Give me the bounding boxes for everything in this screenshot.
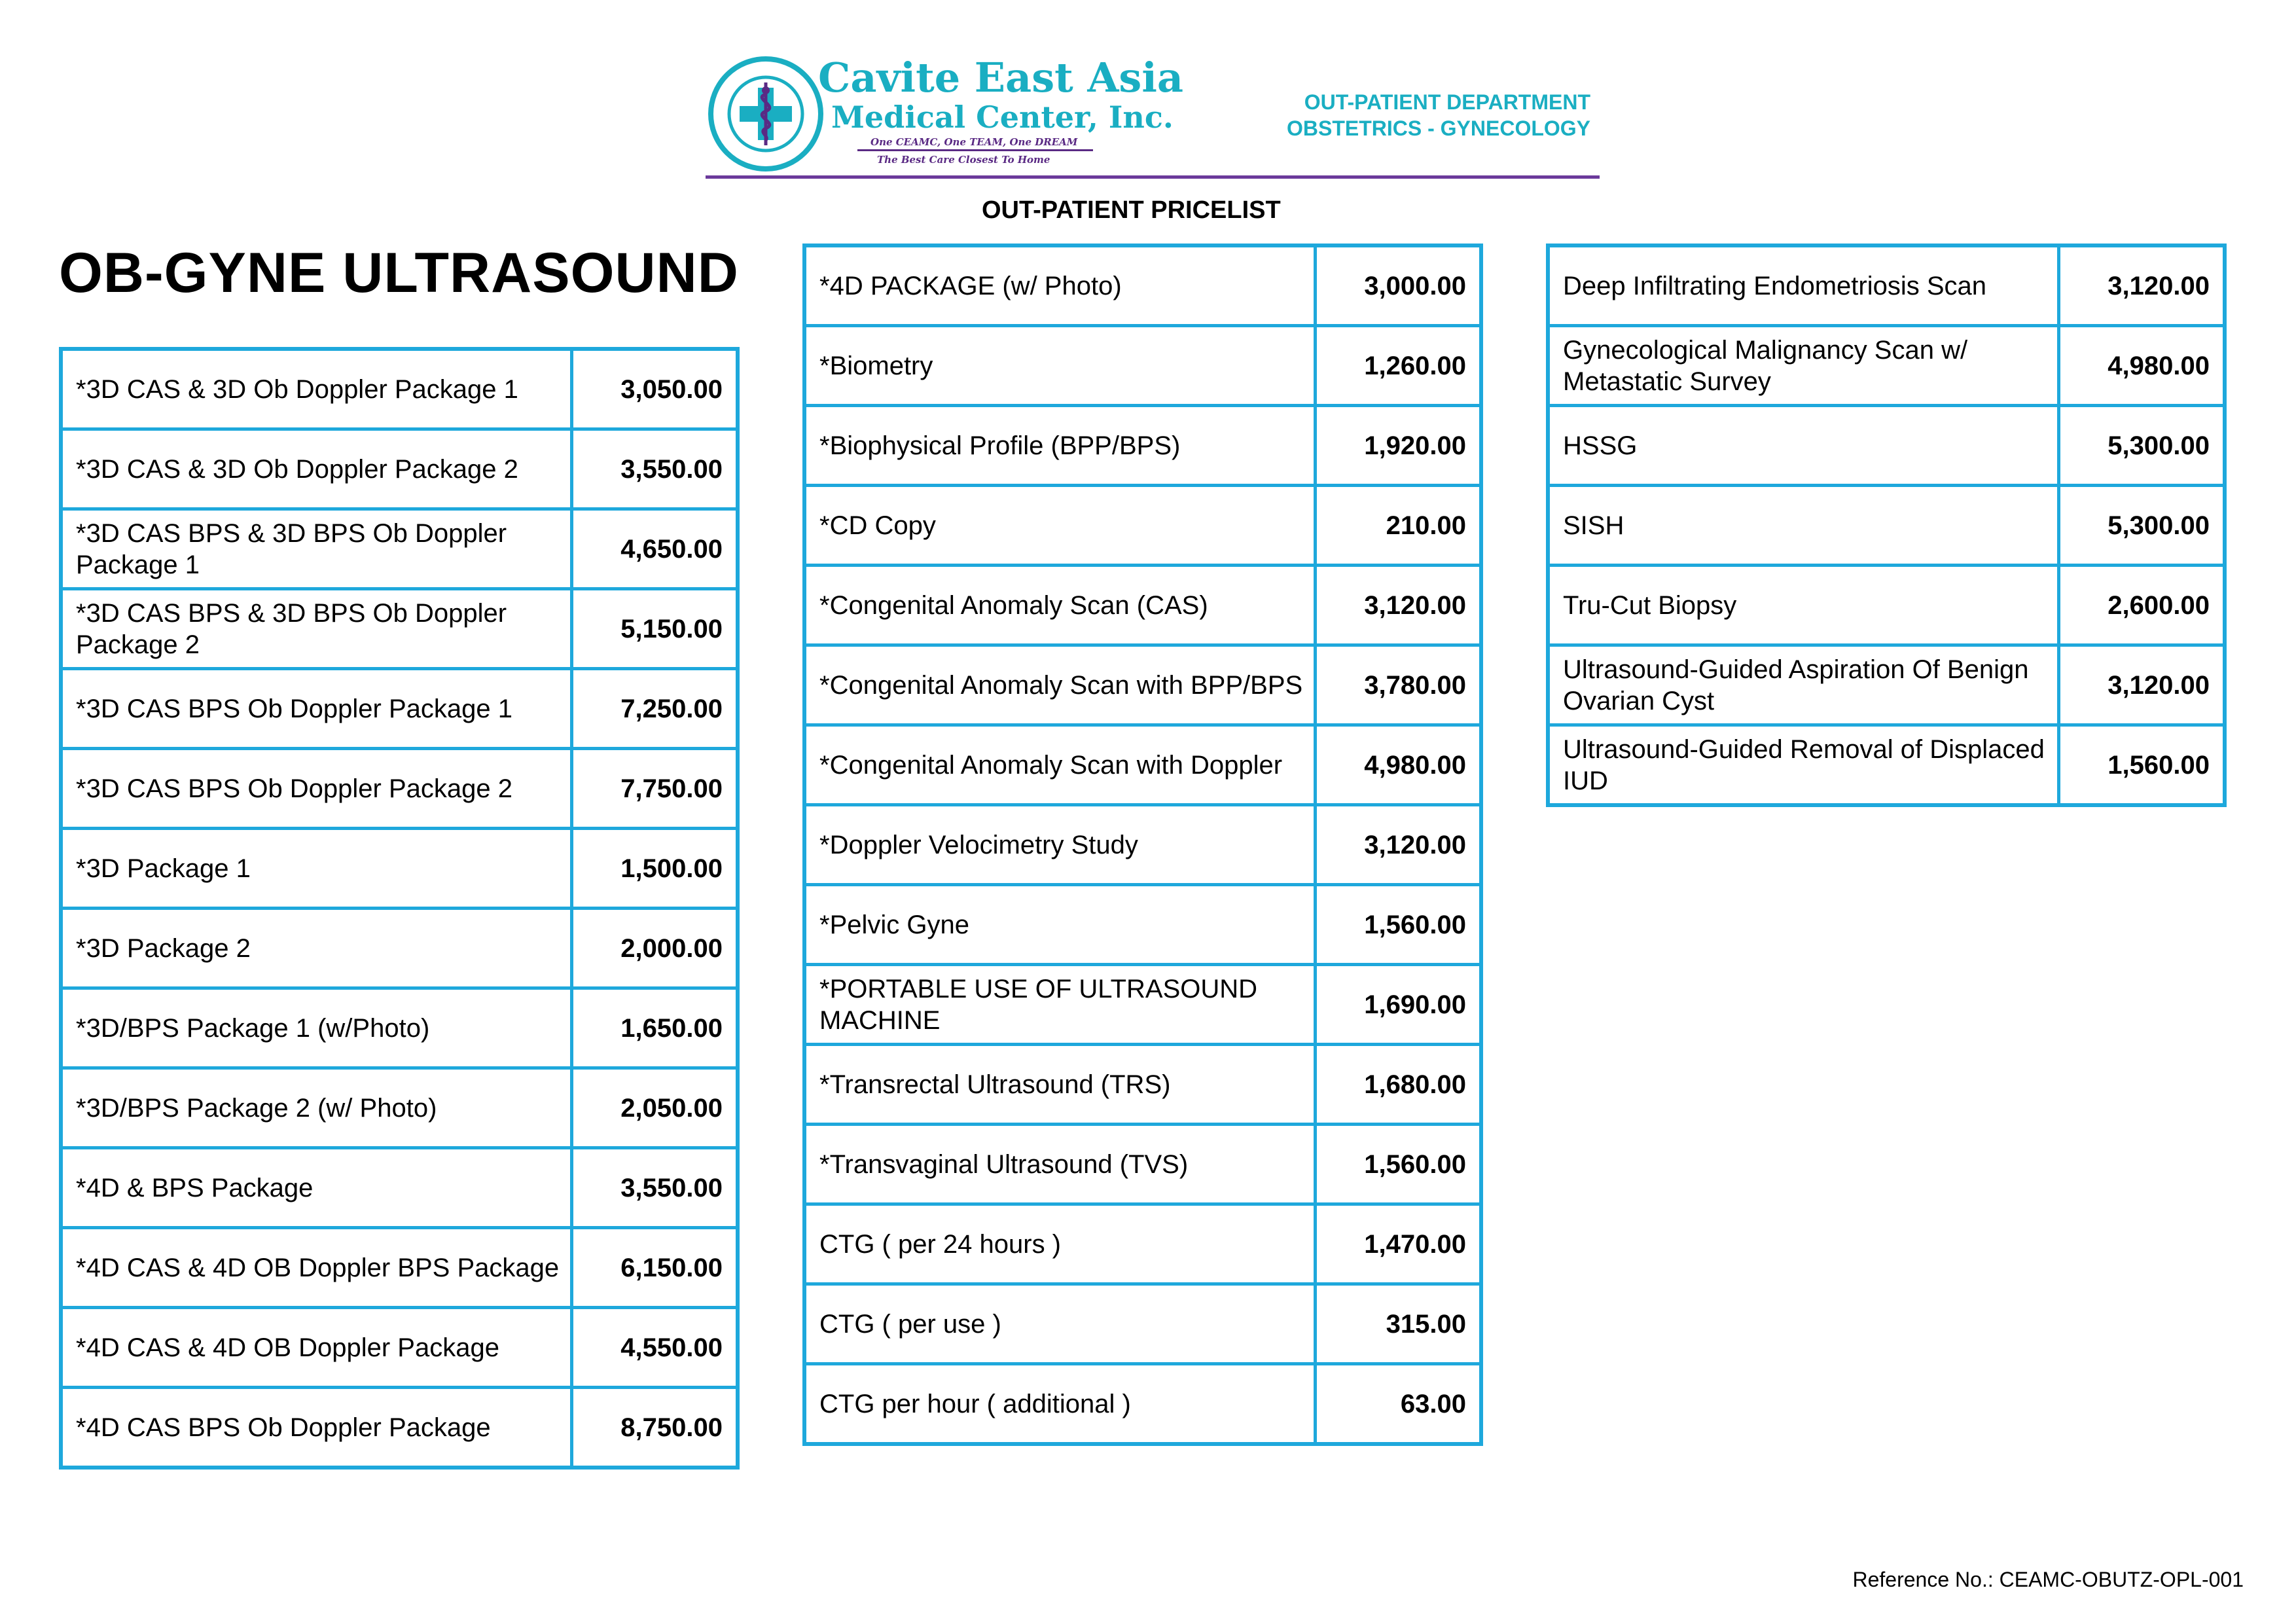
table-row [804,406,1481,486]
service-name: *Pelvic Gyne [804,885,1316,965]
table-row [61,1068,738,1148]
service-name: *CD Copy [804,486,1316,566]
service-name: *3D CAS & 3D Ob Doppler Package 1 [61,349,572,429]
service-name: *3D/BPS Package 1 (w/Photo) [61,988,572,1068]
service-price: 7,750.00 [572,749,738,829]
service-price: 3,550.00 [572,429,738,509]
service-name: HSSG [1548,406,2059,486]
service-price: 1,920.00 [1316,406,1482,486]
hospital-logo [707,54,1184,173]
table-row [804,885,1481,965]
service-name: *3D CAS BPS Ob Doppler Package 2 [61,749,572,829]
service-price: 4,650.00 [572,509,738,589]
service-price: 1,560.00 [2059,725,2225,806]
table-row [1548,566,2225,645]
table-row [1548,406,2225,486]
table-row [61,509,738,589]
tagline-one: One CEAMC, One TEAM, One DREAM [870,136,1078,148]
department-label [1283,89,1590,141]
table-row [1548,245,2225,326]
hospital-seal-icon [707,55,825,173]
service-price: 1,260.00 [1316,326,1482,406]
service-name: *Transvaginal Ultrasound (TVS) [804,1125,1316,1204]
table-row [804,1364,1481,1445]
table-row [804,965,1481,1045]
pricelist-title: OUT-PATIENT PRICELIST [982,196,1281,224]
service-name: *4D CAS & 4D OB Doppler Package [61,1308,572,1388]
table-row [61,349,738,429]
service-price: 2,600.00 [2059,566,2225,645]
service-price: 6,150.00 [572,1228,738,1308]
service-name: *Doppler Velocimetry Study [804,805,1316,885]
service-price: 7,250.00 [572,669,738,749]
service-name: Gynecological Malignancy Scan w/ Metastatic Survey [1548,326,2059,406]
service-name: *3D CAS & 3D Ob Doppler Package 2 [61,429,572,509]
price-table-right [1546,244,2227,807]
table-row [1548,486,2225,566]
service-name: *3D CAS BPS & 3D BPS Ob Doppler Package 2 [61,589,572,669]
service-price: 1,690.00 [1316,965,1482,1045]
table-row [61,589,738,669]
brand-subtitle: Medical Center, Inc. [831,99,1174,135]
service-name: *3D Package 1 [61,829,572,909]
service-name: Deep Infiltrating Endometriosis Scan [1548,245,2059,326]
service-price: 3,120.00 [2059,245,2225,326]
service-name: *3D/BPS Package 2 (w/ Photo) [61,1068,572,1148]
brand-name: Cavite East Asia [818,54,1184,101]
service-name: *3D Package 2 [61,909,572,988]
table-row [804,245,1481,326]
service-price: 2,000.00 [572,909,738,988]
header-divider [706,175,1600,179]
service-price: 1,500.00 [572,829,738,909]
service-name: *PORTABLE USE OF ULTRASOUND MACHINE [804,965,1316,1045]
table-row [804,1204,1481,1284]
service-price: 4,550.00 [572,1308,738,1388]
service-price: 3,050.00 [572,349,738,429]
service-price: 3,780.00 [1316,645,1482,725]
price-table-middle [802,244,1483,1446]
service-price: 1,560.00 [1316,885,1482,965]
table-row [804,566,1481,645]
service-name: Ultrasound-Guided Aspiration Of Benign Ovarian Cyst [1548,645,2059,725]
service-price: 3,120.00 [1316,566,1482,645]
service-name: *Biometry [804,326,1316,406]
service-name: *4D CAS & 4D OB Doppler BPS Package [61,1228,572,1308]
service-price: 3,120.00 [2059,645,2225,725]
table-row [61,1388,738,1468]
service-price: 5,300.00 [2059,406,2225,486]
table-row [1548,326,2225,406]
service-price: 63.00 [1316,1364,1482,1445]
tagline-two: The Best Care Closest To Home [877,154,1050,166]
service-name: *3D CAS BPS Ob Doppler Package 1 [61,669,572,749]
service-price: 2,050.00 [572,1068,738,1148]
service-name: CTG per hour ( additional ) [804,1364,1316,1445]
table-row [61,1228,738,1308]
service-price: 1,650.00 [572,988,738,1068]
service-price: 4,980.00 [1316,725,1482,805]
service-price: 3,120.00 [1316,805,1482,885]
service-name: *4D PACKAGE (w/ Photo) [804,245,1316,326]
table-row [61,909,738,988]
service-price: 4,980.00 [2059,326,2225,406]
table-row [61,988,738,1068]
table-row [61,749,738,829]
table-row [1548,645,2225,725]
service-name: Tru-Cut Biopsy [1548,566,2059,645]
service-name: *4D & BPS Package [61,1148,572,1228]
service-name: *Congenital Anomaly Scan with BPP/BPS [804,645,1316,725]
service-price: 5,300.00 [2059,486,2225,566]
table-row [804,1045,1481,1125]
service-name: *Biophysical Profile (BPP/BPS) [804,406,1316,486]
service-price: 1,560.00 [1316,1125,1482,1204]
table-row [804,805,1481,885]
table-row [1548,725,2225,806]
table-row [804,1284,1481,1364]
service-name: *Congenital Anomaly Scan with Doppler [804,725,1316,805]
department-line-1: OUT-PATIENT DEPARTMENT [1304,90,1590,114]
table-row [61,429,738,509]
table-row [61,1148,738,1228]
service-name: *Congenital Anomaly Scan (CAS) [804,566,1316,645]
table-row [61,829,738,909]
service-name: *Transrectal Ultrasound (TRS) [804,1045,1316,1125]
table-row [61,669,738,749]
service-name: Ultrasound-Guided Removal of Displaced IUD [1548,725,2059,806]
service-price: 315.00 [1316,1284,1482,1364]
service-price: 210.00 [1316,486,1482,566]
service-name: CTG ( per use ) [804,1284,1316,1364]
service-price: 1,680.00 [1316,1045,1482,1125]
page-title: OB-GYNE ULTRASOUND [59,242,739,304]
service-price: 1,470.00 [1316,1204,1482,1284]
table-row [804,645,1481,725]
department-line-2: OBSTETRICS - GYNECOLOGY [1286,117,1590,140]
service-name: *4D CAS BPS Ob Doppler Package [61,1388,572,1468]
service-name: CTG ( per 24 hours ) [804,1204,1316,1284]
service-price: 3,000.00 [1316,245,1482,326]
table-row [804,326,1481,406]
tagline-divider [857,149,1093,151]
table-row [804,486,1481,566]
service-name: *3D CAS BPS & 3D BPS Ob Doppler Package 1 [61,509,572,589]
table-row [804,725,1481,805]
service-price: 5,150.00 [572,589,738,669]
service-price: 8,750.00 [572,1388,738,1468]
service-name: SISH [1548,486,2059,566]
price-table-left [59,347,740,1470]
reference-number: Reference No.: CEAMC-OBUTZ-OPL-001 [1852,1568,2244,1591]
table-row [61,1308,738,1388]
service-price: 3,550.00 [572,1148,738,1228]
table-row [804,1125,1481,1204]
